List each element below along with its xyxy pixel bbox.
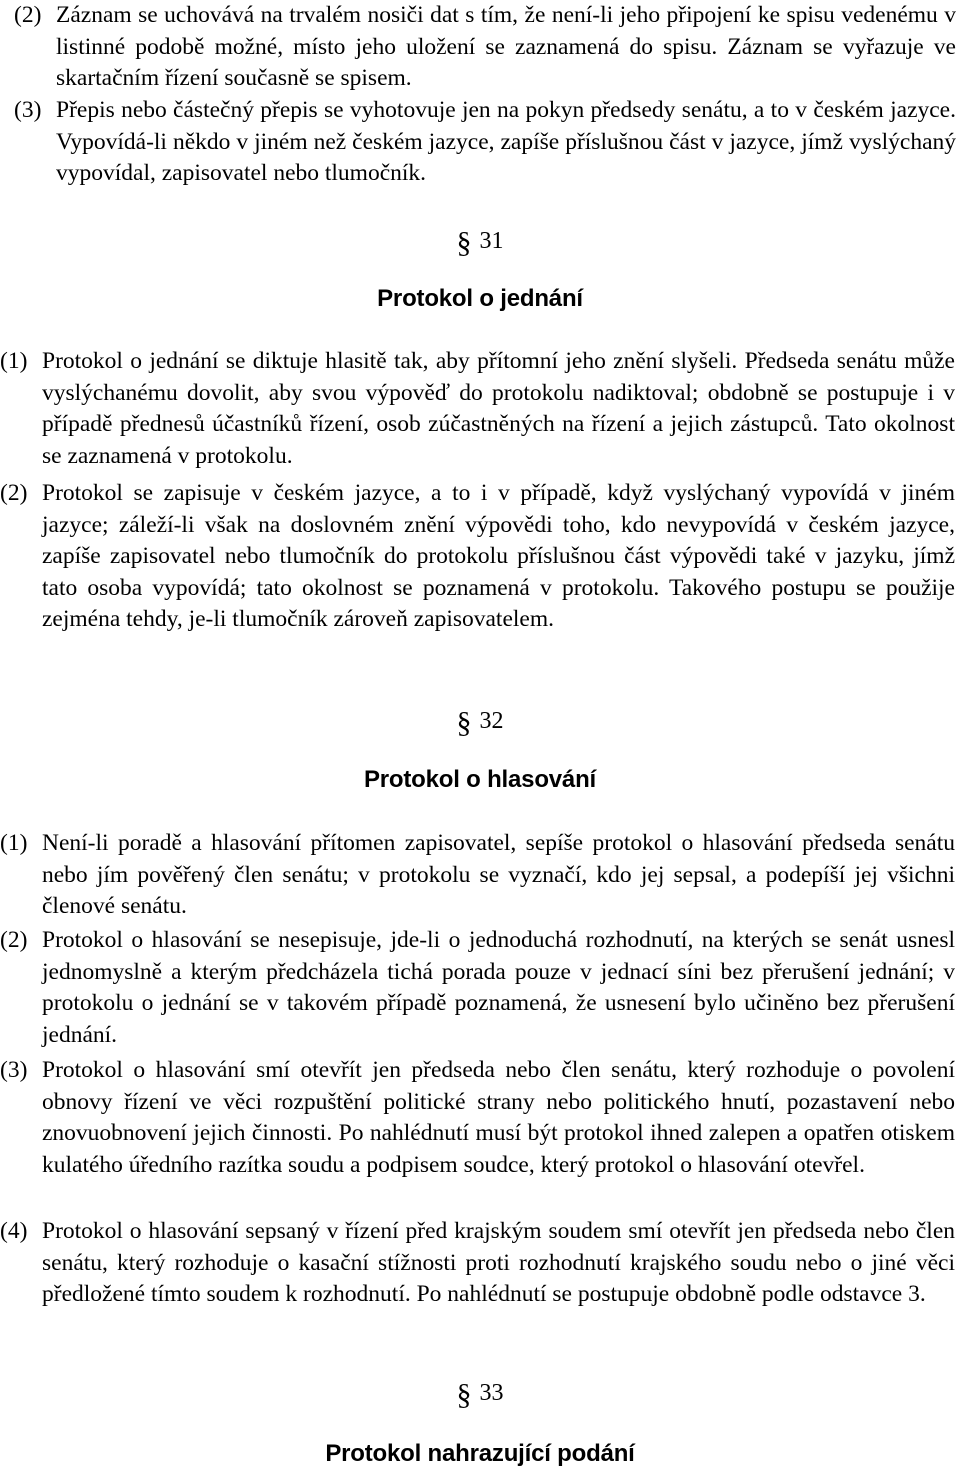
paragraph-32-2: [0, 925, 955, 1051]
section-sign-icon: §: [456, 1378, 472, 1411]
paragraph-31-2: [0, 478, 955, 636]
paragraph-text: Protokol se zapisuje v českém jazyce, a to i v případě, když vyslýchaný vypovídá v jiném jazyce; záleží-li však na doslovném znění výpovědi toho, kdo nevypovídá v českém jazyce, zapíše zapisovatel nebo tlumočník do protokolu příslušnou část výpovědi také v jazyku, jímž tato osoba vypovídá; tato okolnost se poznamená v protokolu. Takového postupu se použije zejména tehdy, je-li tlumočník zároveň zapisovatelem.: [42, 480, 955, 632]
section-title-33: Protokol nahrazující podání: [325, 1440, 635, 1467]
paragraph-number: (2): [0, 480, 28, 506]
section-number: 31: [479, 228, 504, 254]
paragraph-text: Protokol o hlasování smí otevřít jen předseda nebo člen senátu, který rozhoduje o povolení obnovy řízení ve věci rozpuštění politické strany nebo politického hnutí, pozastavení nebo znovuobnovení jejich činnosti. Po nahlédnutí musí být protokol ihned zalepen a opatřen otiskem kulatého úředního razítka soudu a podpisem soudce, který protokol o hlasování otevřel.: [42, 1057, 955, 1178]
section-title-31: Protokol o jednání: [377, 285, 583, 312]
paragraph-29-2: [14, 0, 956, 95]
paragraph-32-4: [0, 1216, 955, 1311]
section-title-32: Protokol o hlasování: [363, 766, 597, 793]
section-number-32: [0, 702, 960, 739]
section-sign-icon: §: [456, 706, 472, 739]
paragraph-text: Záznam se uchovává na trvalém nosiči dat s tím, že není-li jeho připojení ke spisu vedenému v listinné podobě možné, místo jeho uložení se zaznamená do spisu. Záznam se vyřazuje ve skartačním řízení současně se spisem.: [56, 2, 956, 91]
paragraph-number: (3): [14, 97, 42, 123]
paragraph-number: (4): [0, 1218, 28, 1244]
paragraph-29-3: [14, 95, 956, 190]
paragraph-number: (1): [0, 348, 28, 374]
paragraph-number: (2): [14, 2, 42, 28]
paragraph-number: (3): [0, 1057, 28, 1083]
paragraph-text: Přepis nebo částečný přepis se vyhotovuje jen na pokyn předsedy senátu, a to v českém jazyce. Vypovídá-li někdo v jiném než českém jazyce, zapíše příslušnou část v jazyce, jímž vyslýchaný vypovídal, zapisovatel nebo tlumočník.: [56, 97, 956, 186]
paragraph-number: (1): [0, 830, 28, 856]
paragraph-31-1: [0, 346, 955, 472]
paragraph-32-3: [0, 1055, 955, 1181]
section-number: 33: [479, 1380, 504, 1406]
paragraph-text: Protokol o hlasování sepsaný v řízení před krajským soudem smí otevřít jen předseda nebo člen senátu, který rozhoduje o kasační stížnosti proti rozhodnutí krajského soudu nebo o jiné věci předložené tímto soudem k rozhodnutí. Po nahlédnutí se postupuje obdobně podle odstavce 3.: [42, 1218, 955, 1307]
paragraph-32-1: [0, 828, 955, 923]
section-number: 32: [479, 708, 504, 734]
section-number-33: [0, 1374, 960, 1411]
paragraph-text: Protokol o jednání se diktuje hlasitě tak, aby přítomní jeho znění slyšeli. Předseda senátu může vyslýchanému dovolit, aby svou výpověď do protokolu nadiktoval; obdobně se postupuje i v případě přednesů účastníků řízení, osob zúčastněných na řízení a jejich zástupců. Tato okolnost se zaznamená v protokolu.: [42, 348, 955, 469]
paragraph-number: (2): [0, 927, 28, 953]
paragraph-text: Protokol o hlasování se nesepisuje, jde-li o jednoduchá rozhodnutí, na kterých se senát usnesl jednomyslně a kterým předcházela tichá porada pouze v jednací síni bez přerušení jednání; v protokolu o jednání se v takovém případě poznamená, že usnesení bylo učiněno bez přerušení jednání.: [42, 927, 955, 1048]
paragraph-text: Není-li poradě a hlasování přítomen zapisovatel, sepíše protokol o hlasování předseda senátu nebo jím pověřený člen senátu; v protokolu se vyznačí, kdo jej sepsal, a podepíší jej všichni členové senátu.: [42, 830, 955, 919]
section-sign-icon: §: [456, 226, 472, 259]
section-number-31: [0, 222, 960, 259]
